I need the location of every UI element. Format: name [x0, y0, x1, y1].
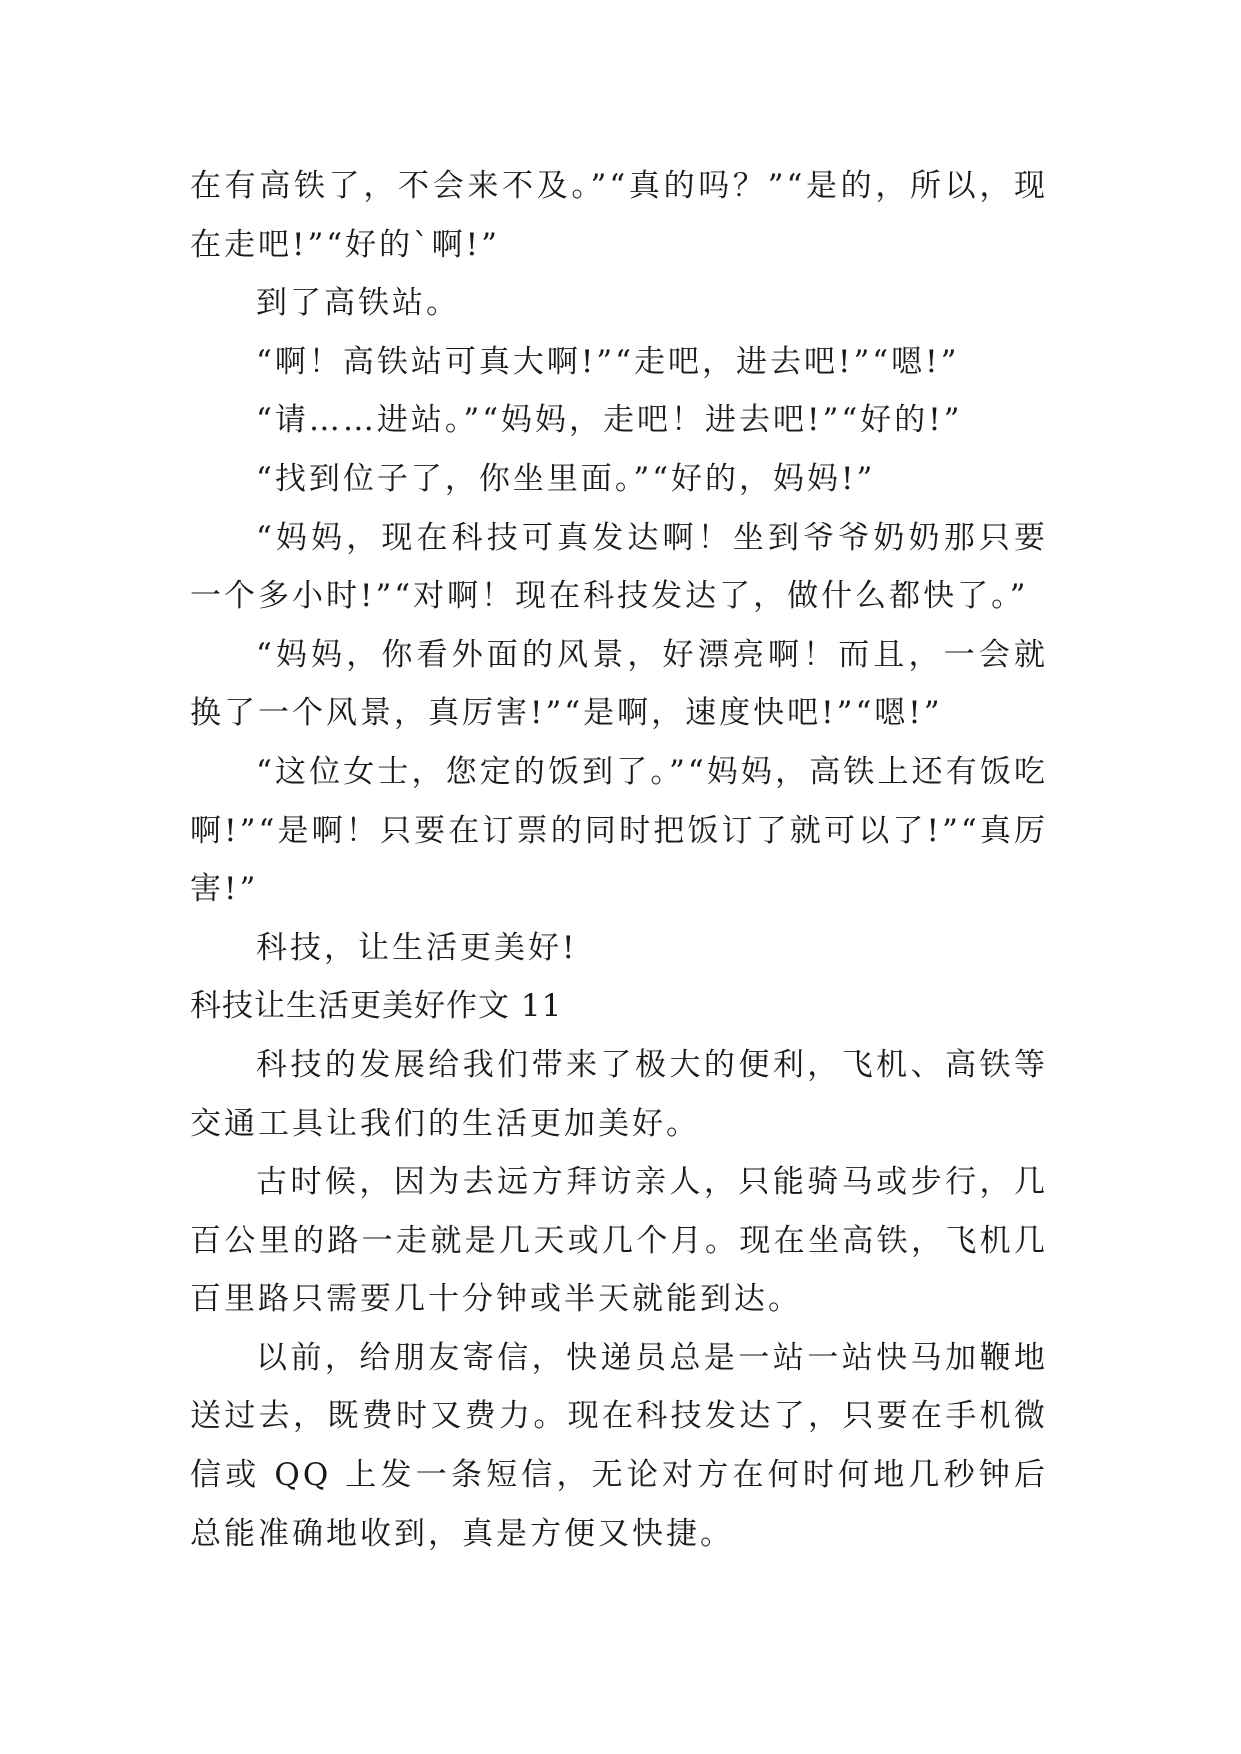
paragraph: 科技的发展给我们带来了极大的便利，飞机、高铁等交通工具让我们的生活更加美好。	[190, 1046, 1048, 1142]
paragraph: 在有高铁了，不会来不及。”“真的吗？”“是的，所以，现在走吧!”“好的`啊!”	[190, 168, 1048, 263]
section-heading: 科技让生活更美好作文 11	[190, 988, 563, 1025]
paragraph: 到了高铁站。	[256, 285, 460, 322]
paragraph: “找到位子了，你坐里面。”“好的，妈妈!”	[256, 460, 876, 497]
paragraph: “请……进站。”“妈妈，走吧！进去吧!”“好的!”	[256, 402, 963, 439]
paragraph: 科技，让生活更美好!	[256, 929, 578, 966]
paragraph: “啊！高铁站可真大啊!”“走吧，进去吧!”“嗯!”	[256, 343, 960, 380]
paragraph: “妈妈，现在科技可真发达啊！坐到爷爷奶奶那只要一个多小时!”“对啊！现在科技发达了，做什么都快了。”	[190, 519, 1048, 615]
article-body	[190, 157, 1048, 1563]
paragraph: “这位女士，您定的饭到了。”“妈妈，高铁上还有饭吃啊!”“是啊！只要在订票的同时把饭订了就可以了!”“真厉害!”	[190, 753, 1048, 908]
paragraph: 以前，给朋友寄信，快递员总是一站一站快马加鞭地送过去，既费时又费力。现在科技发达了，只要在手机微信或 QQ 上发一条短信，无论对方在何时何地几秒钟后总能准确地收到，真是方便又快捷。	[190, 1339, 1048, 1552]
paragraph: “妈妈，你看外面的风景，好漂亮啊！而且，一会就换了一个风景，真厉害!”“是啊，速度快吧!”“嗯!”	[190, 636, 1048, 732]
paragraph: 古时候，因为去远方拜访亲人，只能骑马或步行，几百公里的路一走就是几天或几个月。现在坐高铁，飞机几百里路只需要几十分钟或半天就能到达。	[190, 1164, 1048, 1318]
